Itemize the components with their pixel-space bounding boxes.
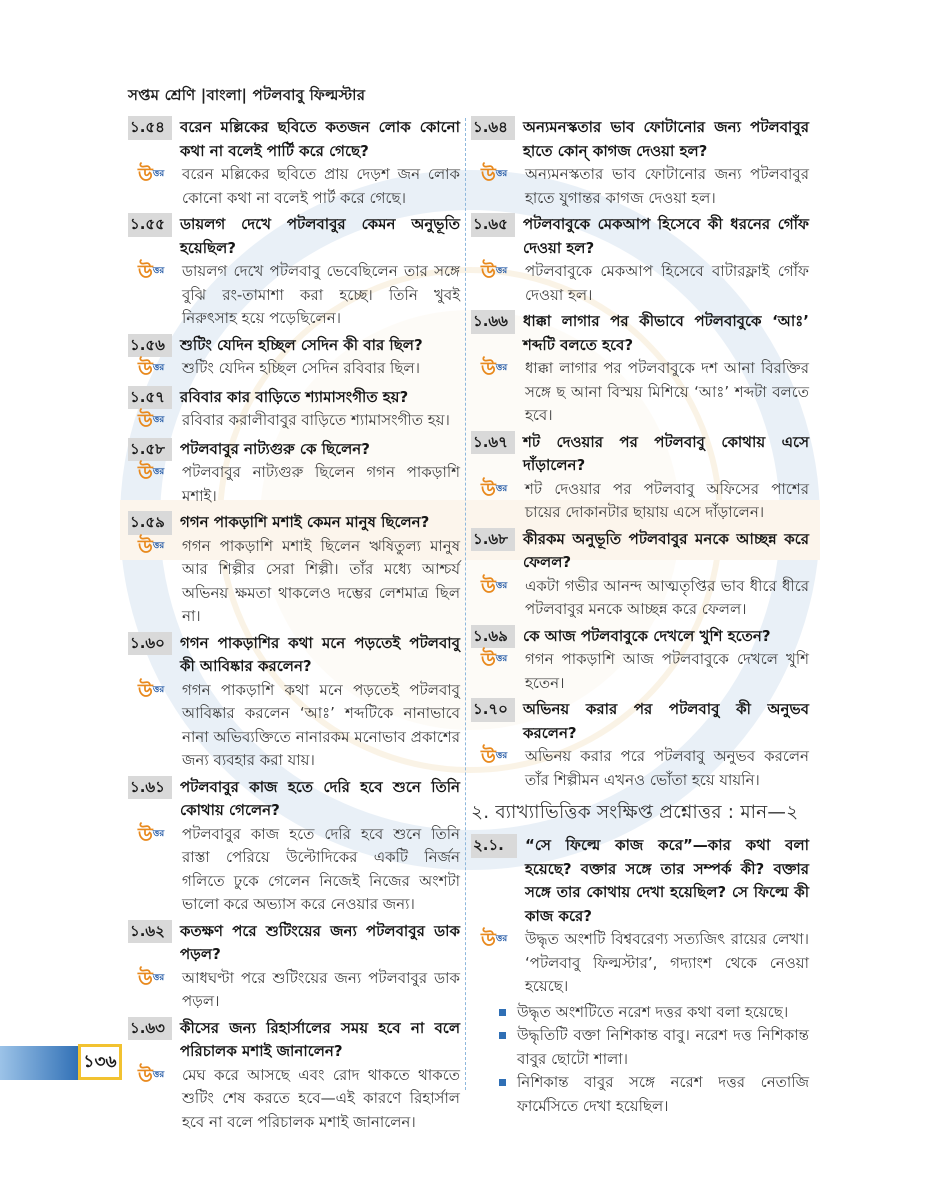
answer-label-icon xyxy=(481,260,525,286)
bullet-text: নিশিকান্ত বাবুর সঙ্গে নরেশ দত্তর নেতাজি ফার্মেসিতে দেখা হয়েছিল। xyxy=(517,1073,809,1115)
qa-item xyxy=(128,386,460,435)
column-divider xyxy=(465,118,466,1090)
question-row xyxy=(128,438,460,462)
bullet-square-icon xyxy=(499,1032,506,1039)
qa-item xyxy=(128,632,460,773)
answer-label-rest: ত্তর xyxy=(152,540,165,551)
question-row xyxy=(471,528,809,575)
answer-label-first: উ xyxy=(138,967,153,990)
answer-label-rest: ত্তর xyxy=(152,828,165,839)
answer-label-rest: ত্তর xyxy=(152,684,165,695)
qa-item xyxy=(128,511,460,629)
page-number-band xyxy=(0,1046,80,1080)
question-number: ১.৭০ xyxy=(471,698,515,722)
answer-text: রবিবার করালীবাবুর বাড়িতে শ্যামাসংগীত হয়। xyxy=(182,411,450,429)
answer-label-rest: ত্তর xyxy=(495,934,508,944)
answer-row xyxy=(128,357,460,383)
bullet-square-icon xyxy=(499,1009,506,1016)
question-text: বরেন মল্লিকের ছবিতে কতজন লোক কোনো কথা না বলেই পার্টি করে গেছে? xyxy=(180,118,460,160)
question-text: অভিনয় করার পর পটলবাবু কী অনুভব করলেন? xyxy=(523,700,809,742)
question-text: পটলবাবুকে মেকআপ হিসেবে কী ধরনের গোঁফ দেওয়া হল? xyxy=(523,215,809,257)
answer-text: ধাক্কা লাগার পর পটলবাবুকে দশ আনা বিরক্তির সঙ্গে ছ আনা বিস্ময় মিশিয়ে ‘আঃ’ শব্দটা বলতে হবে। xyxy=(525,359,809,424)
question-row xyxy=(128,632,460,679)
question-row xyxy=(128,213,460,260)
answer-label-first: উ xyxy=(138,164,153,186)
right-column xyxy=(471,116,809,1121)
question-number: ১.৫৮ xyxy=(128,438,172,462)
bullet-text: উদ্ধৃত অংশটিতে নরেশ দত্তর কথা বলা হয়েছে। xyxy=(517,1002,789,1021)
answer-row xyxy=(471,163,809,210)
answer-label-icon xyxy=(481,163,525,189)
question-number: ১.৬৯ xyxy=(471,625,515,649)
answer-text: পটলবাবুকে মেকআপ হিসেবে বাটারফ্লাই গোঁফ দেওয়া হল। xyxy=(525,262,809,304)
question-number: ২.১. xyxy=(471,834,517,858)
answer-label-icon xyxy=(481,928,525,954)
answer-label-first: উ xyxy=(138,358,153,380)
answer-label-first: উ xyxy=(138,261,153,283)
qa-item xyxy=(128,438,460,509)
answer-label-first: উ xyxy=(138,1064,153,1087)
answer-text: ডায়লগ দেখে পটলবাবু ভেবেছিলেন তার সঙ্গে বুঝি রং-তামাশা করা হচ্ছে। তিনি খুবই নিরুৎসাহ হয়ে পড়েছিলেন। xyxy=(182,262,460,327)
question-text: শুটিং যেদিন হচ্ছিল সেদিন কী বার ছিল? xyxy=(180,335,423,354)
answer-label-first: উ xyxy=(138,535,153,558)
bullet-item xyxy=(499,1071,809,1118)
answer-row xyxy=(128,823,460,917)
qa-item xyxy=(471,213,809,307)
answer-label-first: উ xyxy=(138,462,153,484)
question-text: পটলবাবুর নাট্যগুরু কে ছিলেন? xyxy=(180,439,370,458)
answer-text: অন্যমনস্কতার ভাব ফোটানোর জন্য পটলবাবুর হাতে যুগান্তর কাগজ দেওয়া হল। xyxy=(525,165,809,207)
question-row xyxy=(471,625,809,649)
answer-label-rest: ত্তর xyxy=(495,363,508,373)
left-column xyxy=(128,116,460,1137)
question-number: ১.৬৭ xyxy=(471,431,515,455)
question-number: ১.৫৭ xyxy=(128,386,172,410)
right-qa-list xyxy=(471,116,809,792)
answer-row xyxy=(471,928,809,999)
answer-label-first: উ xyxy=(481,929,496,951)
question-text: কতক্ষণ পরে শুটিংয়ের জন্য পটলবাবুর ডাক পড়ল? xyxy=(180,921,460,963)
section-heading: ২. ব্যাখ্যাভিত্তিক সংক্ষিপ্ত প্রশ্নোত্তর : মান—২ xyxy=(471,802,799,823)
qa-item xyxy=(471,698,809,792)
question-number: ১.৬০ xyxy=(128,632,172,656)
answer-label-rest: ত্তর xyxy=(152,972,165,983)
qa-item xyxy=(128,920,460,1014)
question-row xyxy=(471,116,809,163)
answer-label-rest: ত্তর xyxy=(152,266,165,276)
answer-row xyxy=(471,478,809,525)
answer-label-first: উ xyxy=(138,410,153,432)
answer-label-rest: ত্তর xyxy=(495,751,508,761)
question-number: ১.৫৬ xyxy=(128,334,172,358)
question-row xyxy=(471,698,809,745)
question-row xyxy=(128,511,460,535)
answer-row xyxy=(128,260,460,331)
answer-label-icon xyxy=(481,745,525,771)
answer-label-first: উ xyxy=(481,358,496,380)
qa-item xyxy=(471,431,809,525)
bullet-item xyxy=(499,1024,809,1071)
qa-item xyxy=(471,116,809,210)
qa-item xyxy=(471,310,809,428)
qa-item xyxy=(128,213,460,331)
answer-label-rest: ত্তর xyxy=(152,415,165,425)
answer-text: উদ্ধৃত অংশটি বিশ্ববরেণ্য সত্যজিৎ রায়ের লেখা। ‘পটলবাবু ফিল্মস্টার’, গদ্যাংশ থেকে নেওয়া হয়েছে। xyxy=(525,930,809,995)
answer-row xyxy=(128,679,460,773)
answer-row xyxy=(128,967,460,1014)
answer-label-rest: ত্তর xyxy=(152,467,165,477)
answer-row xyxy=(471,260,809,307)
answer-row xyxy=(128,535,460,629)
answer-label-icon xyxy=(138,823,182,849)
question-row xyxy=(471,431,809,478)
answer-label-rest: ত্তর xyxy=(152,363,165,373)
question-row xyxy=(471,213,809,260)
question-text: ডায়লগ দেখে পটলবাবুর কেমন অনুভূতি হয়েছিল? xyxy=(180,215,460,257)
answer-label-icon xyxy=(138,967,182,993)
answer-label-icon xyxy=(138,1064,182,1090)
question-number: ১.৫৯ xyxy=(128,511,172,535)
qa-item xyxy=(128,1017,460,1135)
answer-text: গগন পাকড়াশি মশাই ছিলেন ঋষিতুল্য মানুষ আর শিল্পীর সেরা শিল্পী। তাঁর মধ্যে আশ্চর্য অভিনয় ক্ষমতা থাকলেও দম্ভের লেশমাত্র ছিল না। xyxy=(182,536,460,625)
bullet-text: উদ্ধৃতিটি বক্তা নিশিকান্ত বাবু। নরেশ দত্ত নিশিকান্ত বাবুর ছোটো শালা। xyxy=(517,1026,809,1068)
question-number: ১.৬২ xyxy=(128,920,172,944)
long-qa-item xyxy=(471,834,809,1118)
question-number: ১.৬৮ xyxy=(471,528,515,552)
question-text: অন্যমনস্কতার ভাব ফোটানোর জন্য পটলবাবুর হাতে কোন্ কাগজ দেওয়া হল? xyxy=(523,118,809,160)
answer-text: পটলবাবুর নাট্যগুরু ছিলেন গগন পাকড়াশি মশাই। xyxy=(182,463,460,505)
bullet-square-icon xyxy=(499,1079,506,1086)
question-text: রবিবার কার বাড়িতে শ্যামাসংগীত হয়? xyxy=(180,387,409,406)
answer-label-icon xyxy=(138,409,182,435)
question-row xyxy=(471,310,809,357)
answer-label-first: উ xyxy=(481,478,496,501)
answer-text: গগন পাকড়াশি কথা মনে পড়তেই পটলবাবু আবিষ্কার করলেন ‘আঃ’ শব্দটিকে নানাভাবে নানা অভিব্যক্তিতে নানারকম মনোভাব প্রকাশের জন্য ব্যবহার করা যায়। xyxy=(182,680,460,769)
answer-text: বরেন মল্লিকের ছবিতে প্রায় দেড়শ জন লোক কোনো কথা না বলেই পার্ট করে গেছে। xyxy=(182,165,460,207)
answer-label-rest: ত্তর xyxy=(495,580,508,591)
answer-text: মেঘ করে আসছে এবং রোদ থাকতে থাকতে শুটিং শেষ করতে হবে—এই কারণে রিহার্সাল হবে না বলে পরিচালক মশাই জানালেন। xyxy=(182,1065,460,1131)
answer-text: অভিনয় করার পরে পটলবাবু অনুভব করলেন তাঁর শিল্পীমন এখনও ভোঁতা হয়ে যায়নি। xyxy=(525,747,809,789)
answer-row xyxy=(128,461,460,508)
question-number: ১.৬৬ xyxy=(471,310,515,334)
qa-item xyxy=(128,776,460,917)
answer-label-icon xyxy=(481,575,525,601)
answer-label-icon xyxy=(481,357,525,383)
answer-label-rest: ত্তর xyxy=(152,169,165,179)
answer-text: শট দেওয়ার পর পটলবাবু অফিসের পাশের চায়ের দোকানটার ছায়ায় এসে দাঁড়ালেন। xyxy=(525,479,809,521)
question-text: কীসের জন্য রিহার্সালের সময় হবে না বলে পরিচালক মশাই জানালেন? xyxy=(180,1018,460,1060)
page-header: সপ্তম শ্রেণি |বাংলা| পটলবাবু ফিল্মস্টার xyxy=(128,86,366,104)
question-row xyxy=(128,116,460,163)
question-row xyxy=(471,834,809,928)
question-row xyxy=(128,776,460,823)
answer-label-first: উ xyxy=(138,679,153,702)
answer-row xyxy=(471,648,809,695)
answer-text: পটলবাবুর কাজ হতে দেরি হবে শুনে তিনি রাস্তা পেরিয়ে উল্টোদিকের একটি নির্জন গলিতে ঢুকে গেলেন নিজেই নিজের অংশটা ভালো করে অভ্যাস করে নেওয়ার জন্য। xyxy=(182,824,460,913)
question-text: ধাক্কা লাগার পর কীভাবে পটলবাবুকে ‘আঃ’ শব্দটি বলতে হবে? xyxy=(523,312,809,354)
question-row xyxy=(128,1017,460,1064)
answer-row xyxy=(128,1064,460,1135)
answer-label-rest: ত্তর xyxy=(495,654,508,664)
question-text: গগন পাকড়াশি মশাই কেমন মানুষ ছিলেন? xyxy=(180,513,430,531)
answer-label-first: উ xyxy=(481,649,496,671)
answer-row xyxy=(471,575,809,622)
qa-item xyxy=(128,116,460,210)
question-text: কে আজ পটলবাবুকে দেখলে খুশি হতেন? xyxy=(523,626,771,645)
qa-item xyxy=(128,334,460,383)
question-row xyxy=(128,920,460,967)
question-number: ১.৬৩ xyxy=(128,1017,172,1041)
answer-label-rest: ত্তর xyxy=(495,169,508,179)
answer-label-first: উ xyxy=(481,746,496,768)
answer-label-icon xyxy=(138,260,182,286)
question-number: ১.৬৪ xyxy=(471,116,515,140)
question-number: ১.৬৫ xyxy=(471,213,515,237)
answer-row xyxy=(128,163,460,210)
answer-row xyxy=(471,745,809,792)
answer-label-icon xyxy=(138,461,182,487)
question-row xyxy=(128,386,460,410)
answer-label-icon xyxy=(481,478,525,504)
question-text: “সে ফিল্মে কাজ করে”—কার কথা বলা হয়েছে? বক্তার সঙ্গে তার সম্পর্ক কী? বক্তার সঙ্গে তার কোথায় দেখা হয়েছিল? সে ফিল্মে কী কাজ করে? xyxy=(525,836,809,925)
answer-label-first: উ xyxy=(481,261,496,283)
question-row xyxy=(128,334,460,358)
answer-text: আধঘণ্টা পরে শুটিংয়ের জন্য পটলবাবুর ডাক পড়ল। xyxy=(182,968,460,1010)
answer-text: শুটিং যেদিন হচ্ছিল সেদিন রবিবার ছিল। xyxy=(182,359,420,377)
question-number: ১.৬১ xyxy=(128,776,172,800)
question-text: পটলবাবুর কাজ হতে দেরি হবে শুনে তিনি কোথায় গেলেন? xyxy=(180,777,460,819)
answer-label-rest: ত্তর xyxy=(495,483,508,494)
qa-item xyxy=(471,625,809,696)
answer-label-icon xyxy=(481,648,525,674)
answer-label-icon xyxy=(138,357,182,383)
answer-label-icon xyxy=(138,535,182,561)
question-number: ১.৫৫ xyxy=(128,213,172,237)
answer-row xyxy=(471,357,809,428)
qa-item xyxy=(471,528,809,622)
answer-label-icon xyxy=(138,163,182,189)
answer-bullet-list xyxy=(471,1001,809,1119)
answer-label-first: উ xyxy=(138,823,153,846)
page-number: ১৩৬ xyxy=(78,1044,122,1080)
answer-text: গগন পাকড়াশি আজ পটলবাবুকে দেখলে খুশি হতেন। xyxy=(525,650,809,692)
answer-label-rest: ত্তর xyxy=(495,266,508,276)
answer-row xyxy=(128,409,460,435)
question-number: ১.৫৪ xyxy=(128,116,172,140)
answer-label-first: উ xyxy=(481,575,496,598)
question-text: কীরকম অনুভূতি পটলবাবুর মনকে আচ্ছন্ন করে ফেলল? xyxy=(523,529,809,571)
answer-label-rest: ত্তর xyxy=(152,1069,165,1080)
answer-label-icon xyxy=(138,679,182,705)
question-text: শট দেওয়ার পর পটলবাবু কোথায় এসে দাঁড়ালেন? xyxy=(523,432,809,474)
answer-text: একটা গভীর আনন্দ আত্মতৃপ্তির ভাব ধীরে ধীরে পটলবাবুর মনকে আচ্ছন্ন করে ফেলল। xyxy=(525,576,809,618)
bullet-item xyxy=(499,1001,809,1025)
answer-label-first: উ xyxy=(481,164,496,186)
question-text: গগন পাকড়াশির কথা মনে পড়তেই পটলবাবু কী আবিষ্কার করলেন? xyxy=(180,633,460,675)
